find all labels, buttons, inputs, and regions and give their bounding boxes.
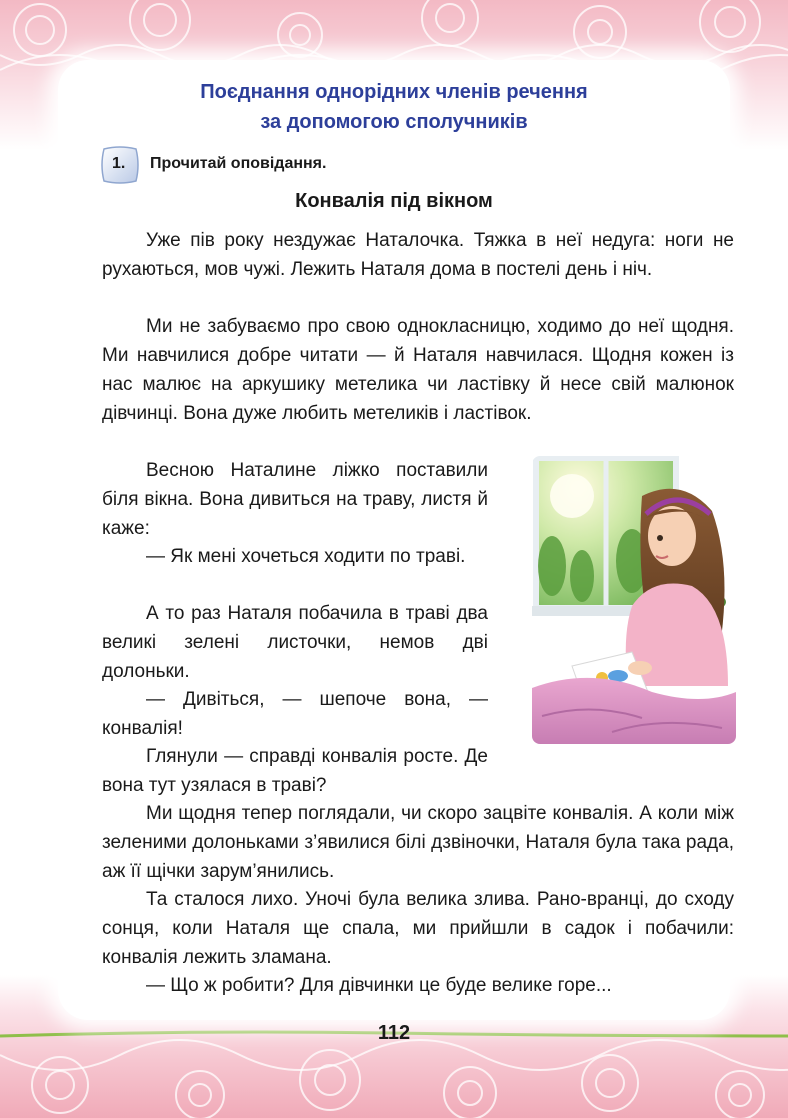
page-title-line-1: Поєднання однорідних членів речення [200,81,588,103]
girl-at-window-illustration [532,456,736,744]
story-paragraph: — Дивіться, — шепоче вона, — конвалія! [102,689,488,739]
story-title: Конвалія під вікном [295,190,493,212]
story-paragraph: Ми не забуваємо про свою однокласницю, ходимо до неї щодня. Ми навчилися добре читати — й Наталя навчилася. Щодня кожен із нас малює на аркушику метелика чи ластівку й несе свій малюнок дівчинці. Вона дуже любить метеликів і ластівок. [102,316,734,424]
story-paragraph: Уже пів року нездужає Наталочка. Тяжка в неї недуга: ноги не рухаються, мов чужі. Лежить Наталя дома в постелі день і ніч. [102,230,734,280]
story-paragraph: Весною Наталине ліжко поставили біля вікна. Вона дивиться на траву, листя й каже: [102,460,488,539]
story-paragraph: Ми щодня тепер поглядали, чи скоро зацвіте конвалія. А коли між зеленими долоньками з’явилися білі дзвіночки, Наталя була така рада, аж її щічки зарум’янились. [102,803,734,882]
page-title-line-2: за допомогою сполучників [260,111,528,133]
story-paragraph: Та сталося лихо. Уночі була велика злива. Рано-вранці, до сходу сонця, коли Наталя ще спала, ми прийшли в садок і побачили: конвалія лежить зламана. [102,889,734,968]
story-paragraph: А то раз Наталя побачила в траві два великі зелені листочки, немов дві долоньки. [102,603,488,682]
task-instruction: Прочитай оповідання. [150,155,327,172]
page-number: 112 [377,1022,411,1044]
story-paragraph: — Як мені хочеться ходити по траві. [146,546,466,567]
story-paragraph: Глянули — справді конвалія росте. Де вона тут узялася в траві? [102,746,488,796]
story-paragraph: — Що ж робити? Для дівчинки це буде велике горе... [146,975,612,996]
task-number: 1. [112,155,126,172]
